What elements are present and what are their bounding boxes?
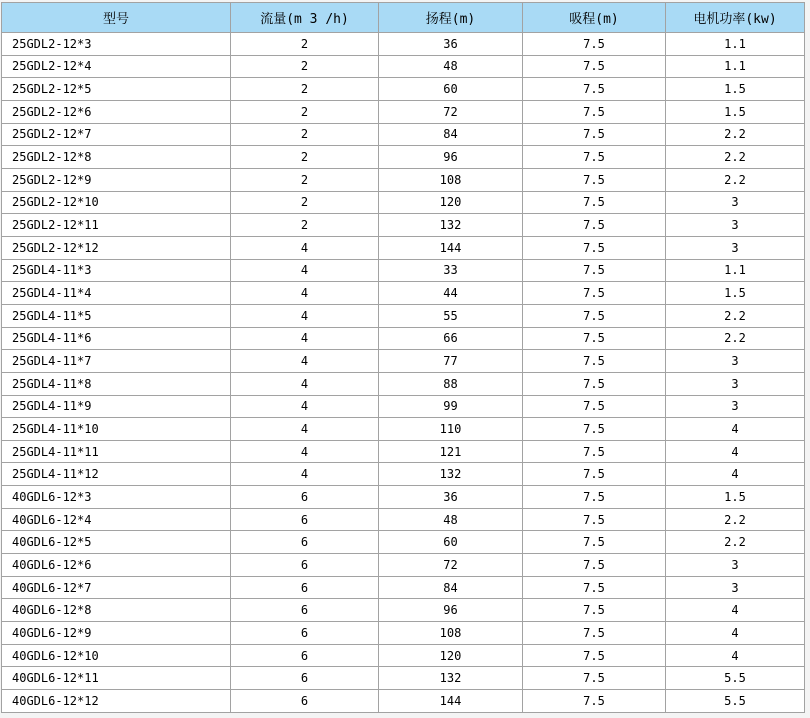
column-header-suction: 吸程(m) bbox=[523, 3, 666, 33]
cell-model: 40GDL6-12*5 bbox=[2, 531, 231, 554]
cell-power: 4 bbox=[666, 418, 805, 441]
cell-power: 1.1 bbox=[666, 259, 805, 282]
table-row bbox=[2, 599, 805, 622]
cell-model: 25GDL2-12*12 bbox=[2, 236, 231, 259]
cell-head: 60 bbox=[379, 78, 523, 101]
cell-suction: 7.5 bbox=[523, 78, 666, 101]
cell-model: 25GDL2-12*10 bbox=[2, 191, 231, 214]
cell-power: 3 bbox=[666, 350, 805, 373]
cell-model: 40GDL6-12*6 bbox=[2, 554, 231, 577]
cell-flow: 6 bbox=[231, 576, 379, 599]
cell-model: 25GDL2-12*7 bbox=[2, 123, 231, 146]
cell-suction: 7.5 bbox=[523, 100, 666, 123]
table-row bbox=[2, 418, 805, 441]
table-row bbox=[2, 667, 805, 690]
cell-power: 4 bbox=[666, 644, 805, 667]
cell-head: 72 bbox=[379, 554, 523, 577]
cell-suction: 7.5 bbox=[523, 350, 666, 373]
cell-suction: 7.5 bbox=[523, 395, 666, 418]
table-row bbox=[2, 554, 805, 577]
cell-suction: 7.5 bbox=[523, 508, 666, 531]
cell-model: 25GDL2-12*6 bbox=[2, 100, 231, 123]
cell-model: 40GDL6-12*10 bbox=[2, 644, 231, 667]
cell-flow: 2 bbox=[231, 78, 379, 101]
cell-head: 132 bbox=[379, 463, 523, 486]
cell-power: 2.2 bbox=[666, 123, 805, 146]
cell-flow: 4 bbox=[231, 236, 379, 259]
cell-power: 3 bbox=[666, 395, 805, 418]
cell-suction: 7.5 bbox=[523, 33, 666, 56]
cell-power: 4 bbox=[666, 463, 805, 486]
cell-suction: 7.5 bbox=[523, 622, 666, 645]
cell-model: 25GDL4-11*3 bbox=[2, 259, 231, 282]
cell-power: 3 bbox=[666, 576, 805, 599]
table-row bbox=[2, 214, 805, 237]
table-row bbox=[2, 644, 805, 667]
cell-flow: 6 bbox=[231, 531, 379, 554]
cell-model: 25GDL4-11*5 bbox=[2, 304, 231, 327]
cell-power: 1.5 bbox=[666, 282, 805, 305]
cell-flow: 4 bbox=[231, 418, 379, 441]
cell-suction: 7.5 bbox=[523, 531, 666, 554]
cell-flow: 6 bbox=[231, 599, 379, 622]
table-row bbox=[2, 508, 805, 531]
cell-model: 25GDL4-11*4 bbox=[2, 282, 231, 305]
table-row bbox=[2, 395, 805, 418]
table-row bbox=[2, 55, 805, 78]
cell-head: 84 bbox=[379, 123, 523, 146]
cell-flow: 2 bbox=[231, 191, 379, 214]
cell-head: 33 bbox=[379, 259, 523, 282]
table-row bbox=[2, 236, 805, 259]
cell-power: 2.2 bbox=[666, 168, 805, 191]
cell-flow: 2 bbox=[231, 168, 379, 191]
cell-head: 144 bbox=[379, 236, 523, 259]
cell-power: 4 bbox=[666, 622, 805, 645]
cell-head: 66 bbox=[379, 327, 523, 350]
cell-head: 60 bbox=[379, 531, 523, 554]
cell-head: 96 bbox=[379, 146, 523, 169]
cell-model: 40GDL6-12*3 bbox=[2, 486, 231, 509]
cell-power: 1.1 bbox=[666, 55, 805, 78]
table-row bbox=[2, 576, 805, 599]
cell-model: 25GDL2-12*9 bbox=[2, 168, 231, 191]
table-row bbox=[2, 168, 805, 191]
cell-power: 3 bbox=[666, 214, 805, 237]
cell-head: 48 bbox=[379, 55, 523, 78]
cell-model: 25GDL4-11*11 bbox=[2, 440, 231, 463]
cell-head: 132 bbox=[379, 214, 523, 237]
table-row bbox=[2, 327, 805, 350]
cell-suction: 7.5 bbox=[523, 55, 666, 78]
cell-head: 108 bbox=[379, 622, 523, 645]
cell-suction: 7.5 bbox=[523, 146, 666, 169]
table-row bbox=[2, 372, 805, 395]
cell-model: 25GDL2-12*5 bbox=[2, 78, 231, 101]
cell-power: 5.5 bbox=[666, 690, 805, 713]
cell-flow: 6 bbox=[231, 667, 379, 690]
cell-suction: 7.5 bbox=[523, 304, 666, 327]
cell-suction: 7.5 bbox=[523, 214, 666, 237]
cell-suction: 7.5 bbox=[523, 463, 666, 486]
table-row bbox=[2, 463, 805, 486]
cell-model: 25GDL4-11*10 bbox=[2, 418, 231, 441]
table-row bbox=[2, 486, 805, 509]
cell-flow: 4 bbox=[231, 259, 379, 282]
cell-model: 25GDL4-11*12 bbox=[2, 463, 231, 486]
cell-suction: 7.5 bbox=[523, 372, 666, 395]
column-header-model: 型号 bbox=[2, 3, 231, 33]
cell-suction: 7.5 bbox=[523, 123, 666, 146]
cell-flow: 2 bbox=[231, 33, 379, 56]
cell-head: 144 bbox=[379, 690, 523, 713]
cell-head: 121 bbox=[379, 440, 523, 463]
cell-model: 25GDL2-12*3 bbox=[2, 33, 231, 56]
cell-model: 25GDL4-11*9 bbox=[2, 395, 231, 418]
cell-power: 5.5 bbox=[666, 667, 805, 690]
cell-head: 96 bbox=[379, 599, 523, 622]
cell-power: 2.2 bbox=[666, 508, 805, 531]
cell-suction: 7.5 bbox=[523, 644, 666, 667]
cell-model: 40GDL6-12*4 bbox=[2, 508, 231, 531]
table-row bbox=[2, 33, 805, 56]
cell-suction: 7.5 bbox=[523, 486, 666, 509]
column-header-power: 电机功率(kw) bbox=[666, 3, 805, 33]
cell-model: 25GDL2-12*4 bbox=[2, 55, 231, 78]
cell-head: 84 bbox=[379, 576, 523, 599]
cell-flow: 6 bbox=[231, 508, 379, 531]
column-header-flow: 流量(m 3 /h) bbox=[231, 3, 379, 33]
cell-suction: 7.5 bbox=[523, 418, 666, 441]
cell-head: 44 bbox=[379, 282, 523, 305]
cell-power: 1.5 bbox=[666, 78, 805, 101]
cell-suction: 7.5 bbox=[523, 690, 666, 713]
cell-flow: 6 bbox=[231, 486, 379, 509]
cell-head: 36 bbox=[379, 33, 523, 56]
table-row bbox=[2, 531, 805, 554]
cell-flow: 6 bbox=[231, 690, 379, 713]
cell-model: 25GDL2-12*11 bbox=[2, 214, 231, 237]
cell-suction: 7.5 bbox=[523, 327, 666, 350]
table-row bbox=[2, 78, 805, 101]
cell-power: 2.2 bbox=[666, 304, 805, 327]
table-row bbox=[2, 690, 805, 713]
table-row bbox=[2, 259, 805, 282]
cell-flow: 6 bbox=[231, 644, 379, 667]
cell-model: 40GDL6-12*11 bbox=[2, 667, 231, 690]
cell-power: 2.2 bbox=[666, 327, 805, 350]
cell-head: 72 bbox=[379, 100, 523, 123]
cell-power: 2.2 bbox=[666, 531, 805, 554]
cell-suction: 7.5 bbox=[523, 168, 666, 191]
cell-power: 2.2 bbox=[666, 146, 805, 169]
cell-head: 108 bbox=[379, 168, 523, 191]
table-row bbox=[2, 304, 805, 327]
cell-power: 1.5 bbox=[666, 486, 805, 509]
cell-suction: 7.5 bbox=[523, 554, 666, 577]
table-row bbox=[2, 622, 805, 645]
table-row bbox=[2, 100, 805, 123]
cell-power: 4 bbox=[666, 599, 805, 622]
cell-power: 1.5 bbox=[666, 100, 805, 123]
cell-power: 3 bbox=[666, 236, 805, 259]
cell-head: 110 bbox=[379, 418, 523, 441]
table-body bbox=[2, 33, 805, 713]
cell-head: 77 bbox=[379, 350, 523, 373]
column-header-head: 扬程(m) bbox=[379, 3, 523, 33]
cell-power: 4 bbox=[666, 440, 805, 463]
cell-model: 25GDL4-11*8 bbox=[2, 372, 231, 395]
cell-head: 99 bbox=[379, 395, 523, 418]
cell-flow: 6 bbox=[231, 622, 379, 645]
cell-suction: 7.5 bbox=[523, 599, 666, 622]
cell-power: 3 bbox=[666, 554, 805, 577]
cell-head: 36 bbox=[379, 486, 523, 509]
cell-head: 55 bbox=[379, 304, 523, 327]
cell-flow: 2 bbox=[231, 214, 379, 237]
table-row bbox=[2, 350, 805, 373]
cell-flow: 4 bbox=[231, 440, 379, 463]
cell-flow: 6 bbox=[231, 554, 379, 577]
cell-flow: 4 bbox=[231, 327, 379, 350]
table-header-row bbox=[2, 3, 805, 33]
cell-head: 120 bbox=[379, 644, 523, 667]
cell-model: 25GDL4-11*7 bbox=[2, 350, 231, 373]
cell-flow: 2 bbox=[231, 146, 379, 169]
cell-model: 25GDL4-11*6 bbox=[2, 327, 231, 350]
cell-power: 1.1 bbox=[666, 33, 805, 56]
cell-flow: 4 bbox=[231, 304, 379, 327]
cell-model: 40GDL6-12*9 bbox=[2, 622, 231, 645]
table-row bbox=[2, 440, 805, 463]
cell-head: 48 bbox=[379, 508, 523, 531]
cell-suction: 7.5 bbox=[523, 282, 666, 305]
cell-head: 88 bbox=[379, 372, 523, 395]
cell-flow: 2 bbox=[231, 55, 379, 78]
cell-suction: 7.5 bbox=[523, 440, 666, 463]
cell-flow: 4 bbox=[231, 463, 379, 486]
cell-flow: 2 bbox=[231, 123, 379, 146]
table-row bbox=[2, 282, 805, 305]
cell-suction: 7.5 bbox=[523, 191, 666, 214]
cell-suction: 7.5 bbox=[523, 259, 666, 282]
cell-suction: 7.5 bbox=[523, 667, 666, 690]
cell-flow: 4 bbox=[231, 395, 379, 418]
table-row bbox=[2, 123, 805, 146]
cell-model: 40GDL6-12*7 bbox=[2, 576, 231, 599]
cell-suction: 7.5 bbox=[523, 236, 666, 259]
cell-flow: 2 bbox=[231, 100, 379, 123]
cell-flow: 4 bbox=[231, 282, 379, 305]
cell-model: 25GDL2-12*8 bbox=[2, 146, 231, 169]
cell-suction: 7.5 bbox=[523, 576, 666, 599]
table-row bbox=[2, 146, 805, 169]
cell-model: 40GDL6-12*8 bbox=[2, 599, 231, 622]
cell-model: 40GDL6-12*12 bbox=[2, 690, 231, 713]
table-row bbox=[2, 191, 805, 214]
cell-flow: 4 bbox=[231, 350, 379, 373]
cell-flow: 4 bbox=[231, 372, 379, 395]
cell-head: 132 bbox=[379, 667, 523, 690]
pump-spec-table bbox=[1, 2, 805, 713]
cell-power: 3 bbox=[666, 372, 805, 395]
cell-head: 120 bbox=[379, 191, 523, 214]
cell-power: 3 bbox=[666, 191, 805, 214]
